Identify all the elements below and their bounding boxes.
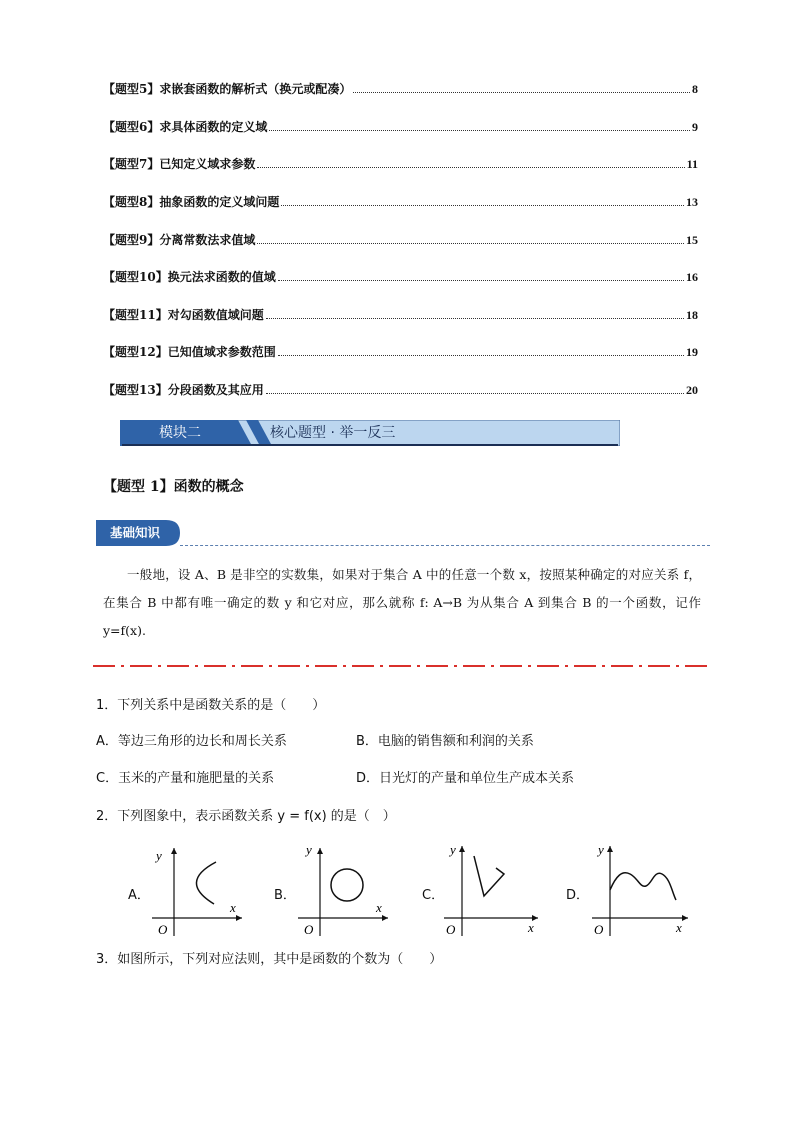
knowledge-divider: [180, 545, 710, 546]
toc-entry[interactable]: [103, 154, 698, 172]
knowledge-text: 一般地，设 A、B 是非空的实数集，如果对于集合 A 中的任意一个数 x，按照某种确定的对应关系 f，在集合 B 中都有唯一确定的数 y 和它对应，那么就称 f: A→B 为从集合 A 到集合 B 的一个函数，记作 y=f(x).: [103, 567, 701, 638]
toc-entry[interactable]: [103, 79, 698, 97]
toc-label: 【题型10】换元法求函数的值域: [103, 270, 276, 284]
toc-entry[interactable]: [103, 230, 698, 248]
toc-entry[interactable]: [103, 267, 698, 285]
toc-label: 【题型8】抽象函数的定义域问题: [103, 195, 280, 209]
graph-c: [442, 840, 542, 940]
toc-label: 【题型5】求嵌套函数的解析式（换元或配凑）: [103, 82, 352, 96]
graph-a-x-label: x: [230, 900, 236, 915]
toc-leader: [353, 92, 690, 93]
toc-leader: [257, 243, 684, 244]
toc-page: 13: [686, 195, 698, 209]
graph-d-x-label: x: [676, 920, 682, 935]
question-3: 3．如图所示，下列对应法则，其中是函数的个数为（ ）: [96, 952, 443, 967]
toc-page: 9: [692, 120, 698, 134]
graph-b-x-label: x: [376, 900, 382, 915]
toc-leader: [278, 355, 684, 356]
knowledge-tag: 基础知识: [109, 525, 160, 540]
toc-page: 11: [686, 157, 698, 171]
graph-c-y-label: y: [450, 842, 456, 857]
toc-page: 15: [686, 233, 698, 247]
graph-a-label[interactable]: A．: [128, 888, 150, 903]
toc-label: 【题型9】分离常数法求值域: [103, 233, 256, 247]
toc-leader: [266, 318, 684, 319]
toc-label: 【题型13】分段函数及其应用: [103, 383, 264, 397]
toc-label: 【题型12】已知值域求参数范围: [103, 345, 276, 359]
toc-page: 19: [686, 345, 698, 359]
graph-d-label[interactable]: D．: [566, 888, 590, 903]
toc-page: 8: [692, 82, 698, 96]
question-2: 2．下列图象中，表示函数关系 y = f(x) 的是（ ）: [96, 809, 396, 824]
graph-a-y-label: y: [156, 848, 162, 863]
toc-page: 16: [686, 270, 698, 284]
section-divider: [93, 664, 711, 668]
section-title: 【题型 1】函数的概念: [103, 479, 244, 495]
toc-page: 20: [686, 383, 698, 397]
graph-d: [590, 840, 694, 940]
toc-page: 18: [686, 308, 698, 322]
graph-b-origin: O: [304, 922, 314, 937]
option-d[interactable]: D．日光灯的产量和单位生产成本关系: [356, 771, 575, 786]
toc-leader: [269, 130, 690, 131]
graph-c-origin: O: [446, 922, 456, 937]
graph-b-label[interactable]: B．: [274, 888, 296, 903]
toc-label: 【题型7】已知定义域求参数: [103, 157, 256, 171]
graph-a-origin: O: [158, 922, 168, 937]
toc-leader: [278, 280, 684, 281]
module-banner: [120, 420, 620, 446]
toc-leader: [257, 167, 684, 168]
toc-leader: [281, 205, 684, 206]
option-b[interactable]: B．电脑的销售额和利润的关系: [356, 734, 534, 749]
toc-entry[interactable]: [103, 117, 698, 135]
graph-a: [150, 840, 250, 940]
toc-entry[interactable]: [103, 380, 698, 398]
graph-b-y-label: y: [306, 842, 312, 857]
toc-label: 【题型6】求具体函数的定义域: [103, 120, 268, 134]
toc-leader: [266, 393, 684, 394]
toc-entry[interactable]: [103, 192, 698, 210]
graph-c-x-label: x: [528, 920, 534, 935]
toc-entry[interactable]: [103, 342, 698, 360]
option-a[interactable]: A．等边三角形的边长和周长关系: [96, 734, 287, 749]
graph-d-origin: O: [594, 922, 604, 937]
option-c[interactable]: C．玉米的产量和施肥量的关系: [96, 771, 275, 786]
module-title: 核心题型 · 举一反三: [270, 425, 396, 441]
toc-label: 【题型11】对勾函数值域问题: [103, 308, 264, 322]
question-1: 1．下列关系中是函数关系的是（ ）: [96, 698, 326, 713]
graph-b: [296, 840, 396, 940]
module-number: 模块二: [159, 425, 201, 441]
toc-entry[interactable]: [103, 305, 698, 323]
graph-d-y-label: y: [598, 842, 604, 857]
graph-c-label[interactable]: C．: [422, 888, 445, 903]
